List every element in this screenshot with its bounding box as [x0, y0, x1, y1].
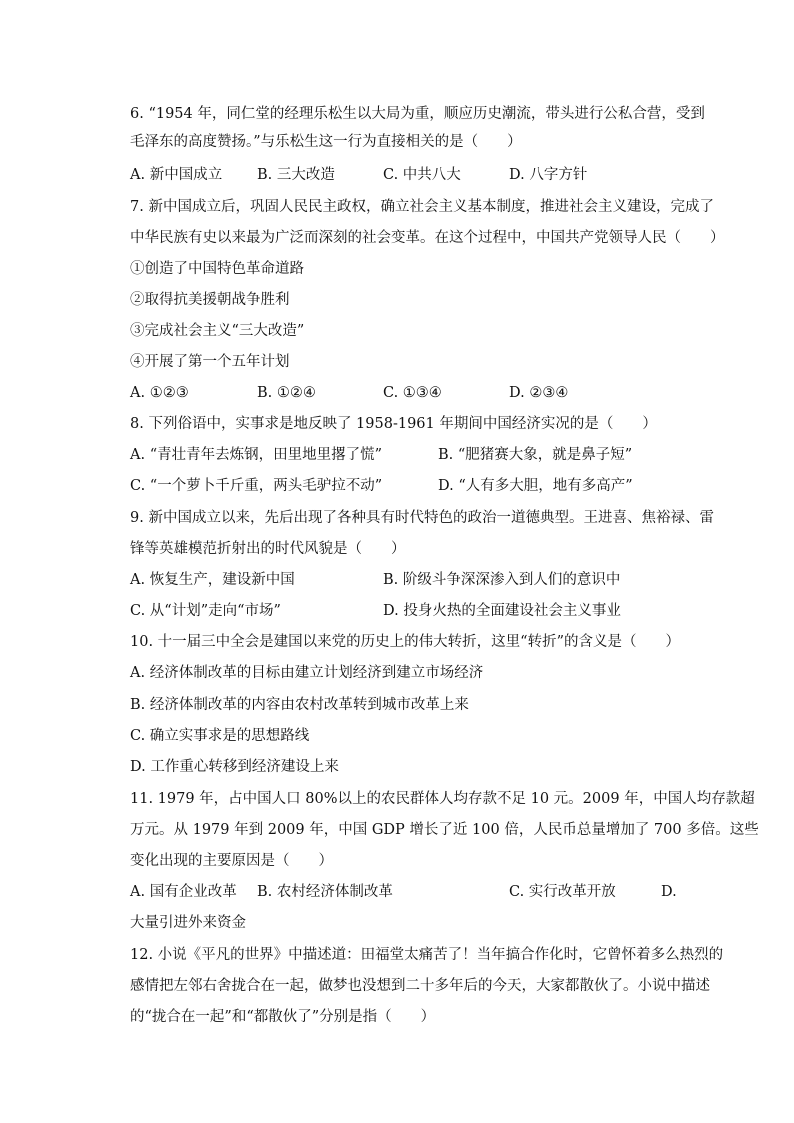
q10-option-a: A. 经济体制改革的目标由建立计划经济到建立市场经济 [130, 665, 484, 681]
q7-option-a: A. ①②③ [130, 385, 189, 401]
q11-stem-line1: 11. 1979 年，占中国人口 80%以上的农民群体人均存款不足 10 元。2009 年，中国人均存款超 [130, 791, 755, 807]
q11-stem-line2: 万元。从 1979 年到 2009 年，中国 GDP 增长了近 100 倍，人民币总量增加了 700 多倍。这些 [130, 822, 759, 838]
q10-option-d: D. 工作重心转移到经济建设上来 [130, 759, 339, 775]
q8-option-b: B. “肥猪赛大象，就是鼻子短” [438, 447, 633, 463]
q11-option-d-label: D. [661, 884, 677, 900]
q7-item-3: ③完成社会主义“三大改造” [130, 323, 305, 339]
q12-stem-line1: 12. 小说《平凡的世界》中描述道：田福堂太痛苦了！当年搞合作化时，它曾怀着多么热烈的 [130, 947, 724, 963]
q9-option-a: A. 恢复生产，建设新中国 [130, 572, 295, 588]
q7-stem-line1: 7. 新中国成立后，巩固人民民主政权，确立社会主义基本制度，推进社会主义建设，完成了 [130, 199, 714, 215]
q6-option-d: D. 八字方针 [509, 167, 588, 183]
q10-option-b: B. 经济体制改革的内容由农村改革转到城市改革上来 [130, 697, 469, 713]
q11-option-b: B. 农村经济体制改革 [257, 884, 393, 900]
q12-stem-line2: 感情把左邻右舍拢合在一起，做梦也没想到二十多年后的今天，大家都散伙了。小说中描述 [130, 978, 710, 994]
q7-stem-line2: 中华民族有史以来最为广泛而深刻的社会变革。在这个过程中，中国共产党领导人民（ ） [130, 230, 725, 246]
q8-option-d: D. “人有多大胆，地有多高产” [438, 478, 633, 494]
q9-option-c: C. 从“计划”走向“市场” [130, 603, 281, 619]
q9-option-d: D. 投身火热的全面建设社会主义事业 [383, 603, 621, 619]
q7-option-d: D. ②③④ [509, 385, 569, 401]
q6-stem-line1: 6. “1954 年，同仁堂的经理乐松生以大局为重，顺应历史潮流，带头进行公私合营，受到 [130, 106, 705, 122]
q7-item-4: ④开展了第一个五年计划 [130, 354, 290, 370]
q9-option-b: B. 阶级斗争深深渗入到人们的意识中 [383, 572, 621, 588]
q12-stem-line3: 的“拢合在一起”和“都散伙了”分别是指（ ） [130, 1009, 436, 1025]
q9-stem-line1: 9. 新中国成立以来，先后出现了各种具有时代特色的政治一道德典型。王进喜、焦裕禄、雷 [130, 510, 714, 526]
q6-option-b: B. 三大改造 [257, 167, 335, 183]
q8-option-c: C. “一个萝卜千斤重，两头毛驴拉不动” [130, 478, 383, 494]
q8-stem-line1: 8. 下列俗语中，实事求是地反映了 1958-1961 年期间中国经济实况的是（ ） [130, 416, 657, 432]
q7-option-b: B. ①②④ [257, 385, 316, 401]
q11-stem-line3: 变化出现的主要原因是（ ） [130, 853, 333, 869]
q11-option-c: C. 实行改革开放 [509, 884, 616, 900]
q11-option-a: A. 国有企业改革 [130, 884, 237, 900]
q7-item-1: ①创造了中国特色革命道路 [130, 261, 304, 277]
q9-stem-line2: 锋等英雄模范折射出的时代风貌是（ ） [130, 541, 406, 557]
q10-stem-line1: 10. 十一届三中全会是建国以来党的历史上的伟大转折，这里“转折”的含义是（ ） [130, 634, 680, 650]
q7-option-c: C. ①③④ [383, 385, 442, 401]
q10-option-c: C. 确立实事求是的思想路线 [130, 728, 310, 744]
q6-option-a: A. 新中国成立 [130, 167, 223, 183]
q11-option-d-text: 大量引进外来资金 [130, 915, 246, 931]
q6-option-c: C. 中共八大 [383, 167, 461, 183]
q6-stem-line2: 毛泽东的高度赞扬。”与乐松生这一行为直接相关的是（ ） [130, 134, 522, 150]
q7-item-2: ②取得抗美援朝战争胜利 [130, 292, 290, 308]
q8-option-a: A. “青壮青年去炼钢，田里地里撂了慌” [130, 447, 383, 463]
